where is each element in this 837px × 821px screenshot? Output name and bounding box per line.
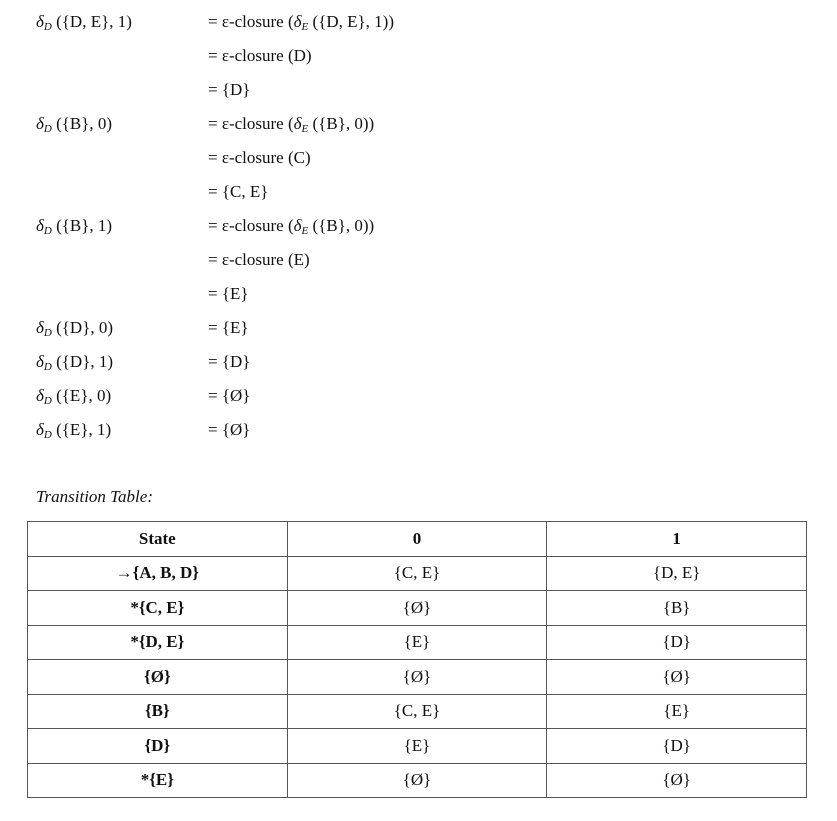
equation-rhs: [208, 418, 250, 442]
lhs-args: ({E}, 0): [56, 386, 112, 405]
table-row: [28, 694, 807, 729]
delta-symbol: δ: [36, 352, 44, 371]
header-0: 0: [287, 522, 547, 557]
lhs-args: ({B}, 1): [56, 216, 113, 235]
equation-rhs: [208, 214, 374, 243]
rhs-prefix: = ε-closure (D): [208, 46, 312, 65]
equation-rhs: [208, 112, 374, 141]
lhs-args: ({D, E}, 1): [56, 12, 132, 31]
delta-symbol: δ: [36, 386, 44, 405]
equation-rhs: [208, 316, 249, 340]
equation-rhs: [208, 350, 250, 374]
delta-symbol: δ: [293, 216, 302, 235]
transition-cell-0: {Ø}: [287, 591, 547, 626]
delta-subscript: D: [43, 395, 52, 407]
lhs-args: ({D}, 0): [56, 318, 114, 337]
equation-rhs: [208, 248, 310, 272]
equation-lhs: [36, 214, 112, 243]
transition-cell-0: {C, E}: [287, 694, 547, 729]
state-cell: *{E}: [28, 763, 288, 798]
rhs-prefix: = {D}: [208, 80, 251, 99]
delta-subscript: E: [301, 225, 309, 237]
rhs-prefix: = {E}: [208, 284, 249, 303]
transition-cell-1: {D}: [547, 729, 807, 764]
delta-symbol: δ: [36, 12, 44, 31]
delta-subscript: D: [43, 21, 52, 33]
state-cell: {Ø}: [28, 660, 288, 695]
transition-table: [27, 521, 807, 798]
state-cell: {D}: [28, 729, 288, 764]
equation-rhs: [208, 180, 268, 204]
transition-cell-0: {Ø}: [287, 763, 547, 798]
transition-cell-0: {E}: [287, 625, 547, 660]
state-cell: →{A, B, D}: [28, 556, 288, 591]
rhs-prefix: = {D}: [208, 352, 251, 371]
equation-rhs: [208, 384, 250, 408]
transition-cell-0: {Ø}: [287, 660, 547, 695]
transition-cell-1: {B}: [547, 591, 807, 626]
transition-cell-1: {Ø}: [547, 660, 807, 695]
table-row: [28, 625, 807, 660]
delta-subscript: D: [43, 429, 52, 441]
transition-cell-0: {E}: [287, 729, 547, 764]
rhs-args: ({B}, 0): [312, 114, 369, 133]
delta-symbol: δ: [36, 216, 44, 235]
rhs-prefix: = ε-closure (: [208, 216, 294, 235]
rhs-prefix: = ε-closure (E): [208, 250, 310, 269]
delta-subscript: D: [43, 361, 52, 373]
equation-lhs: [36, 10, 132, 39]
rhs-prefix: = {Ø}: [208, 420, 251, 439]
table-row: [28, 763, 807, 798]
equation-lhs: [36, 350, 113, 379]
equation-rhs: [208, 282, 249, 306]
header-state: State: [28, 522, 288, 557]
delta-subscript: D: [43, 123, 52, 135]
delta-subscript: D: [43, 327, 52, 339]
table-row: [28, 556, 807, 591]
equation-rhs: [208, 44, 312, 68]
state-cell: *{C, E}: [28, 591, 288, 626]
state-cell: *{D, E}: [28, 625, 288, 660]
delta-symbol: δ: [36, 420, 44, 439]
equation-rhs: [208, 10, 394, 39]
state-cell: {B}: [28, 694, 288, 729]
header-1: 1: [547, 522, 807, 557]
rhs-prefix: = {E}: [208, 318, 249, 337]
rhs-prefix: = {C, E}: [208, 182, 269, 201]
transition-cell-0: {C, E}: [287, 556, 547, 591]
delta-symbol: δ: [293, 12, 302, 31]
transition-cell-1: {Ø}: [547, 763, 807, 798]
lhs-args: ({D}, 1): [56, 352, 114, 371]
table-caption: Transition Table:: [36, 487, 153, 506]
lhs-args: ({E}, 1): [56, 420, 112, 439]
delta-symbol: δ: [36, 318, 44, 337]
lhs-args: ({B}, 0): [56, 114, 113, 133]
delta-subscript: D: [43, 225, 52, 237]
transition-cell-1: {D}: [547, 625, 807, 660]
table-row: [28, 729, 807, 764]
equation-lhs: [36, 418, 111, 447]
rhs-prefix: = ε-closure (: [208, 114, 294, 133]
rhs-prefix: = {Ø}: [208, 386, 251, 405]
transition-cell-1: {D, E}: [547, 556, 807, 591]
rhs-prefix: = ε-closure (: [208, 12, 294, 31]
rhs-prefix: = ε-closure (C): [208, 148, 311, 167]
transition-cell-1: {E}: [547, 694, 807, 729]
table-row: [28, 660, 807, 695]
delta-subscript: E: [301, 21, 309, 33]
table-row: [28, 591, 807, 626]
table-header-row: [28, 522, 807, 557]
delta-symbol: δ: [36, 114, 44, 133]
equation-rhs: [208, 146, 311, 170]
delta-subscript: E: [301, 123, 309, 135]
equation-lhs: [36, 316, 113, 345]
rhs-args: ({B}, 0): [312, 216, 369, 235]
rhs-suffix: ): [368, 216, 375, 235]
equation-lhs: [36, 384, 111, 413]
rhs-suffix: ): [388, 12, 395, 31]
equation-lhs: [36, 112, 112, 141]
equation-rhs: [208, 78, 250, 102]
rhs-suffix: ): [368, 114, 375, 133]
delta-symbol: δ: [293, 114, 302, 133]
rhs-args: ({D, E}, 1): [312, 12, 389, 31]
